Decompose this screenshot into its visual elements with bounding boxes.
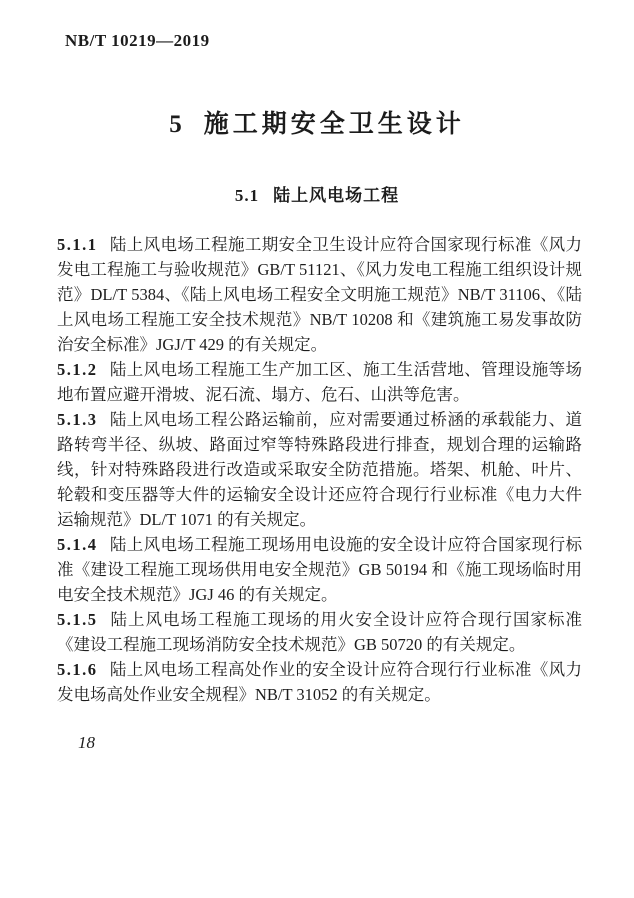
chapter-title: [0, 107, 634, 143]
clause-text: 陆上风电场工程施工现场用电设施的安全设计应符合国家现行标准《建设工程施工现场供用电安全规范》GB 50194 和《施工现场临时用电安全技术规范》JGJ 46 的有关规定。: [57, 535, 582, 604]
clause-text: 陆上风电场工程高处作业的安全设计应符合现行行业标准《风力发电场高处作业安全规程》NB/T 31052 的有关规定。: [57, 660, 582, 704]
clause-paragraph: [57, 232, 582, 357]
clause-number: 5.1.2: [57, 360, 98, 379]
clause-text: 陆上风电场工程施工期安全卫生设计应符合国家现行标准《风力发电工程施工与验收规范》GB/T 51121、《风力发电工程施工组织设计规范》DL/T 5384、《陆上风电场工程安全文明施工规范》NB/T 31106、《陆上风电场工程施工安全技术规范》NB/T 10208 和《建筑施工易发事故防治安全标准》JGJ/T 429 的有关规定。: [57, 235, 582, 354]
clause-paragraph: [57, 407, 582, 532]
chapter-number: 5: [169, 111, 182, 138]
clause-text: 陆上风电场工程公路运输前，应对需要通过桥涵的承载能力、道路转弯半径、纵坡、路面过窄等特殊路段进行排查，规划合理的运输路线，针对特殊路段进行改造或采取安全防范措施。塔架、机舱、叶片、轮毂和变压器等大件的运输安全设计还应符合现行行业标准《电力大件运输规范》DL/T 1071 的有关规定。: [57, 410, 582, 529]
clause-number: 5.1.1: [57, 235, 98, 254]
section-title-text: 陆上风电场工程: [273, 186, 400, 205]
clause-paragraph: [57, 532, 582, 607]
section-heading: [0, 185, 634, 207]
standard-number-header: NB/T 10219—2019: [65, 31, 210, 50]
clauses-body: [57, 232, 582, 707]
clause-paragraph: [57, 607, 582, 657]
clause-number: 5.1.6: [57, 660, 98, 679]
page-number: 18: [78, 733, 95, 752]
clause-number: 5.1.4: [57, 535, 98, 554]
clause-paragraph: [57, 357, 582, 407]
clause-paragraph: [57, 657, 582, 707]
clause-number: 5.1.3: [57, 410, 98, 429]
clause-text: 陆上风电场工程施工现场的用火安全设计应符合现行国家标准《建设工程施工现场消防安全技术规范》GB 50720 的有关规定。: [57, 610, 582, 654]
section-number: 5.1: [234, 186, 260, 205]
clause-number: 5.1.5: [57, 610, 98, 629]
chapter-title-text: 施工期安全卫生设计: [203, 111, 465, 138]
clause-text: 陆上风电场工程施工生产加工区、施工生活营地、管理设施等场地布置应避开滑坡、泥石流、塌方、危石、山洪等危害。: [57, 360, 582, 404]
